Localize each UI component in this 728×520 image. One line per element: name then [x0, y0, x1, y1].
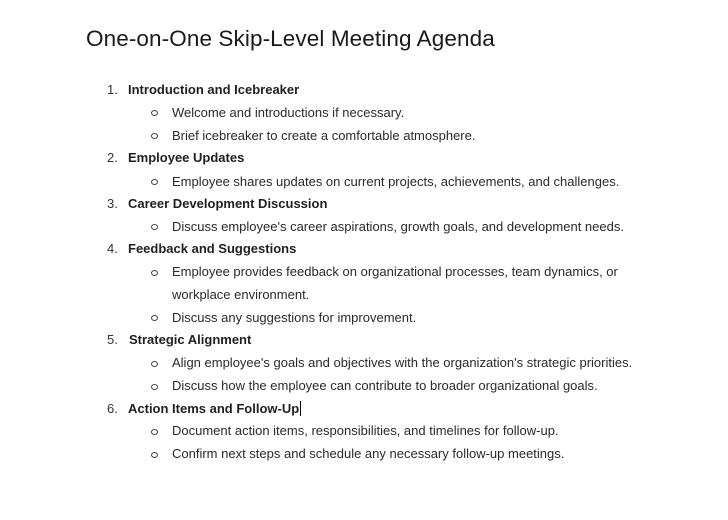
hollow-bullet-icon	[151, 315, 158, 321]
item-heading[interactable]: Employee Updates	[128, 150, 245, 165]
item-heading[interactable]: Action Items and Follow-Up	[128, 401, 300, 416]
bullet-text[interactable]: Discuss any suggestions for improvement.	[172, 310, 417, 325]
item-number: 6.	[107, 401, 118, 416]
bullet-text[interactable]: Document action items, responsibilities, and timelines for follow-up.	[172, 423, 559, 438]
bullet-text[interactable]: Brief icebreaker to create a comfortable atmosphere.	[172, 128, 476, 143]
hollow-bullet-icon	[151, 452, 158, 458]
item-heading[interactable]: Introduction and Icebreaker	[128, 82, 300, 97]
bullet-text[interactable]: Discuss employee's career aspirations, growth goals, and development needs.	[172, 219, 624, 234]
bullet-text[interactable]: Discuss how the employee can contribute to broader organizational goals.	[172, 378, 598, 393]
hollow-bullet-icon	[151, 384, 158, 390]
hollow-bullet-icon	[151, 110, 158, 116]
item-number: 3.	[107, 196, 118, 211]
bullet-text[interactable]: Confirm next steps and schedule any necessary follow-up meetings.	[172, 446, 565, 461]
hollow-bullet-icon	[151, 270, 158, 276]
item-heading[interactable]: Feedback and Suggestions	[128, 241, 297, 256]
item-number: 1.	[107, 82, 118, 97]
bullet-text[interactable]: Align employee's goals and objectives with the organization's strategic priorities.	[172, 355, 633, 370]
item-number: 4.	[107, 241, 118, 256]
text-cursor	[300, 401, 301, 416]
bullet-text[interactable]: Employee provides feedback on organizational processes, team dynamics, or	[172, 264, 618, 279]
hollow-bullet-icon	[151, 429, 158, 435]
item-number: 2.	[107, 150, 118, 165]
document-title: One-on-One Skip-Level Meeting Agenda	[86, 26, 495, 51]
bullet-text[interactable]: Welcome and introductions if necessary.	[172, 105, 405, 120]
hollow-bullet-icon	[151, 361, 158, 367]
hollow-bullet-icon	[151, 179, 158, 185]
hollow-bullet-icon	[151, 133, 158, 139]
bullet-text-continuation[interactable]: workplace environment.	[172, 287, 310, 302]
item-heading[interactable]: Strategic Alignment	[129, 332, 252, 347]
item-number: 5.	[107, 332, 118, 347]
hollow-bullet-icon	[151, 224, 158, 230]
item-heading[interactable]: Career Development Discussion	[128, 196, 328, 211]
item-heading-with-cursor[interactable]	[128, 401, 301, 417]
bullet-text[interactable]: Employee shares updates on current projects, achievements, and challenges.	[172, 174, 620, 189]
